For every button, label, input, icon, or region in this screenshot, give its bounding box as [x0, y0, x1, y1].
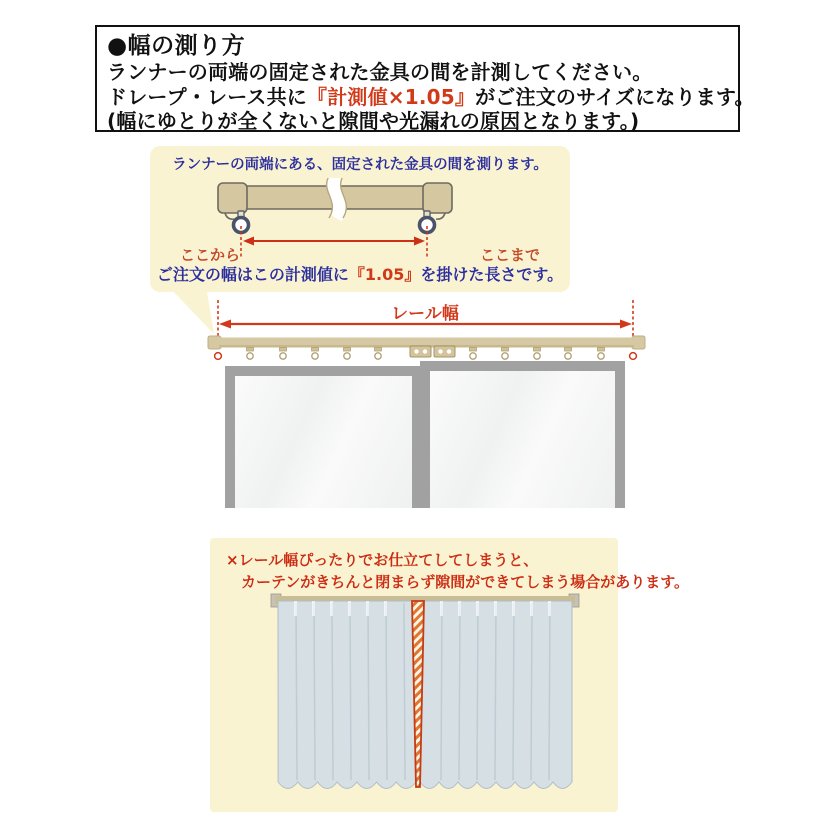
- right-hook: [436, 213, 445, 219]
- header-box: [95, 25, 755, 133]
- bubble-caption-top: ランナーの両端にある、固定された金具の間を測ります。: [172, 157, 548, 173]
- left-hook: [225, 213, 234, 219]
- rail-width-arrowhead-left: [219, 320, 231, 329]
- warning-line-1: ×レール幅ぴったりでお仕立てしてしまうと、: [226, 551, 539, 569]
- measure-arrowhead-right: [414, 237, 425, 246]
- measure-bubble: [150, 146, 570, 292]
- warning-box: [210, 538, 690, 812]
- left-runner-ring-icon: [234, 218, 249, 233]
- header-instruction-2-post: がご注文のサイズになります。: [475, 84, 755, 109]
- rail-right-cap: [423, 183, 452, 213]
- magnet-runner-brackets: [410, 346, 455, 357]
- bubble-caption-bottom-post: を掛けた長さです。: [420, 265, 564, 284]
- warning-line-2: カーテンがきちんと閉まらず隙間ができてしまう場合があります。: [241, 573, 690, 591]
- from-here-label: ここから: [179, 246, 240, 264]
- header-instruction-2: [107, 84, 755, 110]
- rail-break-band: [334, 178, 340, 218]
- page-title: ●幅の測り方: [107, 33, 246, 59]
- fixed-runner-left-icon: [215, 353, 222, 360]
- rail-width-arrowhead-right: [620, 320, 632, 329]
- bubble-caption-bottom-pre: ご注文の幅はこの計測値に: [156, 265, 349, 284]
- fixed-runner-right-icon: [630, 353, 637, 360]
- header-instruction-1-text: ランナーの両端の固定された金具の間を計測してください。: [107, 60, 653, 84]
- to-here-label: ここまで: [479, 246, 540, 264]
- header-instruction-1: [107, 60, 728, 85]
- bubble-caption-bottom: [150, 262, 570, 285]
- formula-highlight: 『計測値×1.05』: [307, 84, 476, 109]
- curtain-gap-illustration: [265, 590, 585, 808]
- rail-width-label: レール幅: [391, 304, 459, 324]
- window-pane-right: [420, 361, 625, 508]
- header-instruction-2-pre: ドレープ・レース共に: [107, 84, 307, 109]
- right-runner-ring-icon: [420, 218, 435, 233]
- window-pane-left: [225, 366, 422, 508]
- runners-right: [470, 348, 605, 360]
- header-note-text: (幅にゆとりが全くないと隙間や光漏れの原因となります。): [107, 109, 640, 133]
- header-note: [107, 109, 728, 134]
- runners-left: [247, 348, 382, 360]
- rail-left-cap: [218, 183, 247, 213]
- multiplier-highlight: 『1.05』: [348, 265, 421, 284]
- curtain-left: [278, 601, 416, 789]
